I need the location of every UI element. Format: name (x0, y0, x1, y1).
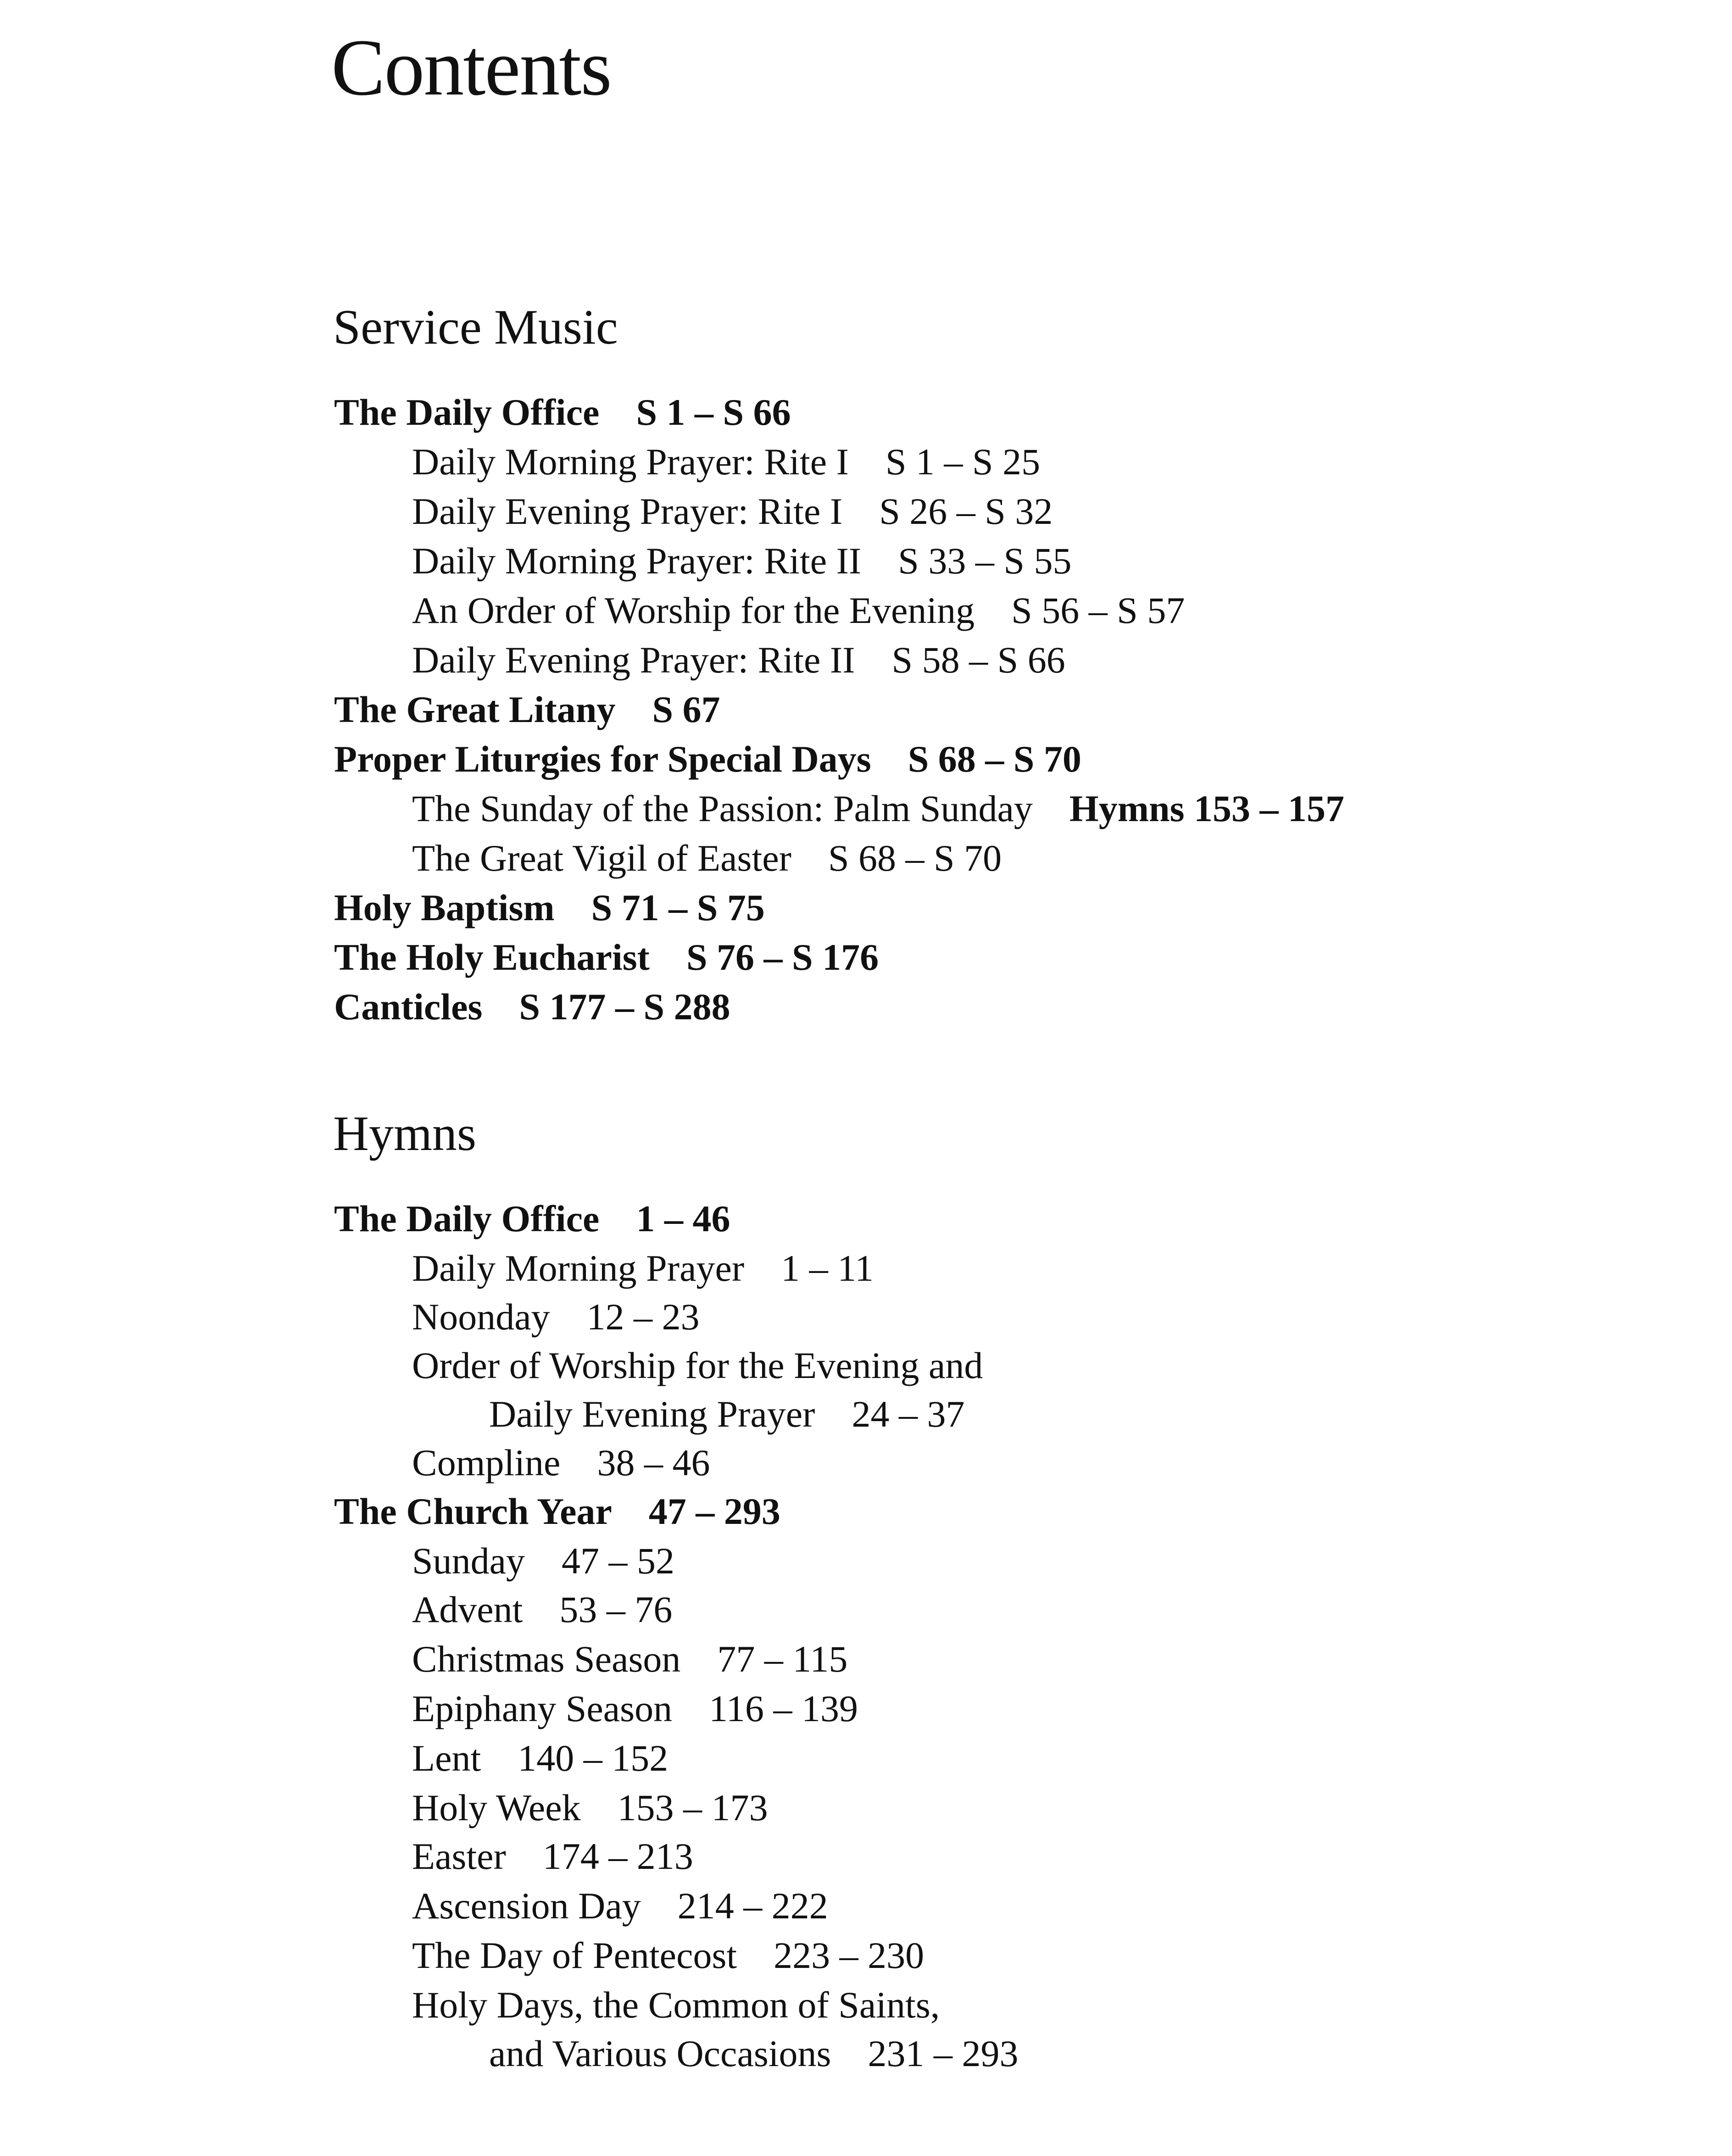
toc-entry-label: The Holy Eucharist (334, 936, 650, 978)
toc-entry-ref: S 68 – S 70 (828, 837, 1002, 879)
toc-entry (412, 443, 1040, 481)
toc-entry-label: Noonday (412, 1296, 550, 1338)
toc-entry-ref: 77 – 115 (717, 1638, 848, 1680)
toc-entry-ref: 140 – 152 (518, 1737, 668, 1779)
toc-entry-ref: 38 – 46 (597, 1442, 710, 1484)
toc-entry-label: The Day of Pentecost (412, 1934, 737, 1976)
toc-entry (412, 1934, 924, 1976)
toc-entry (412, 1789, 768, 1827)
toc-entry-ref: S 33 – S 55 (898, 540, 1072, 582)
toc-entry (334, 691, 720, 728)
toc-entry-ref: S 58 – S 66 (891, 639, 1065, 681)
toc-entry (334, 740, 1081, 778)
toc-entry-label: Daily Evening Prayer (489, 1393, 815, 1435)
toc-entry-ref: 214 – 222 (677, 1885, 828, 1927)
toc-entry-ref: 47 – 293 (648, 1490, 780, 1532)
toc-entry (334, 1200, 730, 1238)
toc-entry-label: The Daily Office (334, 391, 600, 433)
section-heading-service-music: Service Music (333, 300, 618, 355)
toc-entry (334, 988, 730, 1026)
toc-entry-label: An Order of Worship for the Evening (412, 589, 975, 631)
toc-entry-ref: 12 – 23 (586, 1296, 700, 1338)
toc-entry-label: Ascension Day (412, 1885, 641, 1927)
toc-entry-label: Canticles (334, 986, 483, 1028)
toc-entry-label: Advent (412, 1589, 523, 1630)
toc-entry-label: Proper Liturgies for Special Days (334, 738, 871, 780)
toc-entry-label: Lent (412, 1737, 481, 1779)
toc-entry (412, 1835, 693, 1877)
toc-entry-ref: 116 – 139 (709, 1688, 858, 1729)
toc-entry-ref: S 68 – S 70 (908, 738, 1081, 780)
toc-entry (412, 1986, 940, 2024)
toc-entry-label: Daily Morning Prayer (412, 1247, 745, 1289)
toc-entry (412, 589, 1185, 631)
toc-entry-label: The Great Litany (334, 689, 616, 730)
toc-entry-label: The Church Year (334, 1490, 612, 1532)
toc-entry-label: Daily Morning Prayer: Rite II (412, 540, 862, 582)
toc-entry (412, 1444, 710, 1482)
toc-entry-label: Easter (412, 1835, 506, 1877)
toc-entry-ref: Hymns 153 – 157 (1069, 788, 1345, 829)
toc-entry-ref: S 71 – S 75 (591, 887, 765, 928)
page-title: Contents (331, 23, 611, 112)
toc-entry (412, 1690, 858, 1728)
toc-entry (412, 1739, 668, 1777)
toc-entry-ref: 24 – 37 (852, 1393, 965, 1435)
toc-entry (412, 1298, 700, 1336)
toc-entry-ref: 47 – 52 (562, 1540, 674, 1582)
toc-entry-ref: S 76 – S 176 (686, 936, 879, 978)
toc-entry (334, 936, 879, 978)
toc-entry-ref: 1 – 11 (781, 1247, 874, 1289)
toc-entry-label: Daily Evening Prayer: Rite I (412, 490, 843, 532)
toc-entry-ref: S 1 – S 25 (885, 441, 1041, 483)
toc-entry-ref: 231 – 293 (868, 2033, 1019, 2074)
toc-entry-ref: 223 – 230 (774, 1934, 924, 1976)
toc-entry-ref: 53 – 76 (559, 1589, 673, 1630)
toc-entry-ref: S 1 – S 66 (636, 391, 791, 433)
toc-entry-label: Christmas Season (412, 1638, 681, 1680)
toc-entry (412, 641, 1065, 679)
toc-entry-label: and Various Occasions (489, 2033, 831, 2074)
toc-entry (412, 839, 1002, 877)
toc-entry (489, 2035, 1018, 2073)
toc-entry-label: Holy Week (412, 1787, 581, 1828)
toc-entry-label: Daily Evening Prayer: Rite II (412, 639, 855, 681)
toc-entry-label: Compline (412, 1442, 561, 1484)
toc-entry-label: Epiphany Season (412, 1688, 673, 1729)
toc-entry (412, 490, 1053, 532)
section-heading-hymns: Hymns (333, 1106, 477, 1161)
toc-entry-ref: S 56 – S 57 (1011, 589, 1185, 631)
toc-entry-label: The Great Vigil of Easter (412, 837, 791, 879)
toc-entry-label: Sunday (412, 1540, 525, 1582)
toc-entry (412, 1887, 828, 1925)
toc-entry (412, 1347, 983, 1384)
toc-entry (412, 1591, 672, 1628)
toc-entry-label: The Sunday of the Passion: Palm Sunday (412, 788, 1033, 829)
toc-entry (412, 1247, 874, 1289)
toc-entry-label: Holy Days, the Common of Saints, (412, 1984, 940, 2026)
toc-entry-ref: 153 – 173 (617, 1787, 768, 1828)
toc-entry-ref: S 177 – S 288 (519, 986, 730, 1028)
toc-entry (412, 790, 1344, 828)
toc-entry (412, 542, 1071, 580)
toc-entry (412, 1640, 847, 1678)
toc-entry (334, 889, 765, 927)
toc-entry (334, 391, 791, 433)
toc-entry-label: Order of Worship for the Evening and (412, 1345, 983, 1386)
toc-entry-label: Daily Morning Prayer: Rite I (412, 441, 849, 483)
toc-entry (489, 1395, 964, 1433)
toc-entry (334, 1490, 780, 1532)
toc-entry-ref: S 26 – S 32 (879, 490, 1053, 532)
toc-entry-ref: S 67 (652, 689, 720, 730)
toc-entry-ref: 1 – 46 (636, 1198, 730, 1239)
toc-entry-ref: 174 – 213 (542, 1835, 693, 1877)
toc-entry-label: Holy Baptism (334, 887, 555, 928)
toc-entry (412, 1542, 674, 1580)
toc-entry-label: The Daily Office (334, 1198, 600, 1239)
